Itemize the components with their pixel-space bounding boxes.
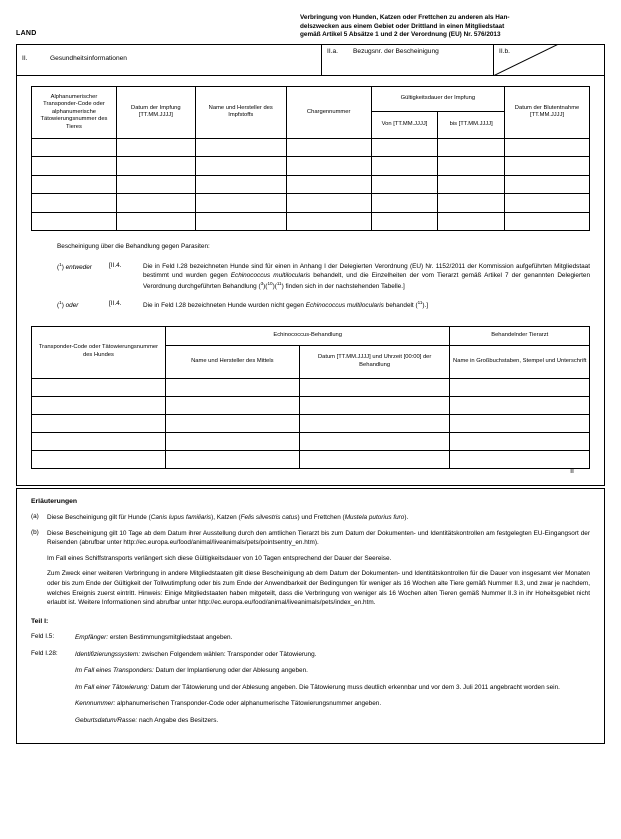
cell[interactable] <box>32 378 166 396</box>
document-title <box>300 14 605 40</box>
option-entweder <box>57 262 590 291</box>
cell[interactable] <box>32 432 166 450</box>
land-label: LAND <box>16 30 37 38</box>
cell[interactable] <box>195 194 286 213</box>
field-i5-italic: Empfänger: <box>75 634 109 642</box>
section-title: Gesundheitsinformationen <box>50 55 127 63</box>
cell[interactable] <box>438 175 505 194</box>
end-marker-row <box>31 469 590 481</box>
note-item-a <box>31 513 590 523</box>
option-entweder-mark <box>57 262 109 291</box>
cell[interactable] <box>32 175 117 194</box>
cell[interactable] <box>286 194 371 213</box>
part-i-title: Teil I: <box>31 617 49 625</box>
option-oder-mark <box>57 300 109 311</box>
field-note-transponder <box>75 666 590 676</box>
cell[interactable] <box>299 414 450 432</box>
cell[interactable] <box>32 194 117 213</box>
option-entweder-word: entweder <box>65 264 92 272</box>
field-i5-rest: ersten Bestimmungsmitgliedstaat angeben. <box>108 634 233 642</box>
vaccination-header-validity-to: bis [TT.MM.JJJJ] <box>438 111 505 138</box>
cell[interactable] <box>116 175 195 194</box>
notes-title: Erläuterungen <box>31 497 78 505</box>
note-subparagraph-2: Zum Zweck einer weiteren Verbringung in andere Mitgliedstaaten gilt diese Bescheinigung ab dem Datum der Dokumenten- und Identitätskontrollen für die Dauer von insgesamt vier Monaten oder bis zum Ende der Gültigkeit der Tollwutimpfung oder bis zum Ende der Anwendbarkeit der Bedingungen für weniger als 16 Wochen alte Tiere gemäß Nummer II.3, und zwar je nachdem, welches Ereignis zuerst eintritt. Hinweis: Einige Mitgliedstaaten haben mitgeteilt, dass die Verbringung von weniger als 16 Wochen alten Tieren gemäß Nummer II.3 in ihr Hoheitsgebiet nicht erlaubt ist. Weitere Informationen sind abrufbar unter http://ec.europa.eu/food/animal/liveanimals/pets/index_en.htm. <box>47 570 590 607</box>
cell[interactable] <box>371 157 438 176</box>
cell[interactable] <box>32 138 117 157</box>
table-row[interactable] <box>32 450 590 468</box>
parasite-section <box>17 237 604 321</box>
cell[interactable] <box>32 212 117 231</box>
cell[interactable] <box>286 157 371 176</box>
field-note-tattoo <box>75 683 590 693</box>
cell[interactable] <box>450 432 590 450</box>
section-health-info <box>17 45 322 75</box>
cell[interactable] <box>438 212 505 231</box>
treatment-table-body <box>32 378 590 468</box>
field-note-kennnummer <box>75 699 590 709</box>
footnote-ref-1b: ($^1$) <box>57 300 64 310</box>
field-note-kennnummer-rest: alphanumerischen Transponder-Code oder alphanumerische Tätowierungsnummer angeben. <box>115 700 382 708</box>
parasite-intro: Bescheinigung über die Behandlung gegen Parasiten: <box>57 243 210 251</box>
cell[interactable] <box>371 194 438 213</box>
cell[interactable] <box>299 378 450 396</box>
iib-label: II.b. <box>499 47 510 55</box>
cell[interactable] <box>505 175 590 194</box>
option-entweder-field: [II.4. <box>109 262 122 270</box>
field-note-transponder-italic: Im Fall eines Transponders: <box>75 667 154 675</box>
cell[interactable] <box>116 194 195 213</box>
note-item-b <box>31 529 590 548</box>
field-note-geburtsdatum-rest: nach Angabe des Besitzers. <box>137 717 219 725</box>
main-frame <box>16 44 605 486</box>
vaccination-table-body <box>32 138 590 231</box>
section-header-row <box>17 45 604 76</box>
vaccination-table <box>31 86 590 232</box>
cell[interactable] <box>371 138 438 157</box>
treatment-header-echino-product: Name und Hersteller des Mittels <box>165 345 299 378</box>
field-note-geburtsdatum <box>75 716 590 726</box>
note-item-b-text: Diese Bescheinigung gilt 10 Tage ab dem Datum ihrer Ausstellung durch den amtlichen Tierarzt bis zum Datum der Dokumenten- und Identitätskontrollen am festgelegten EU-Eingangsort der Reisenden (abrufbar unter http://ec.europa.eu/food/animal/liveanimals/pets/pointsentry_en.htm). <box>47 529 590 547</box>
cell[interactable] <box>116 157 195 176</box>
treatment-header-echino: Echinococcus-Behandlung <box>165 326 450 345</box>
end-marker: II <box>570 467 574 475</box>
cell[interactable] <box>505 138 590 157</box>
table-row[interactable] <box>32 194 590 213</box>
field-i28-key: Feld I.28: <box>31 649 58 657</box>
table-row[interactable] <box>32 157 590 176</box>
cell[interactable] <box>32 157 117 176</box>
cell[interactable] <box>165 414 299 432</box>
document-title-line-1: Verbringung von Hunden, Katzen oder Frettchen zu anderen als Han- <box>300 14 510 21</box>
cell[interactable] <box>195 157 286 176</box>
cell[interactable] <box>195 138 286 157</box>
treatment-table-header-row-1 <box>32 326 590 345</box>
field-i28-rest: zwischen Folgendem wählen: Transponder oder Tätowierung. <box>140 650 317 658</box>
document-title-line-2: delszwecken aus einem Gebiet oder Drittland in einen Mitgliedstaat <box>300 22 505 30</box>
cell[interactable] <box>165 432 299 450</box>
cell[interactable] <box>299 432 450 450</box>
footnote-ref-1: ($^1$) <box>57 262 64 272</box>
cell[interactable] <box>450 378 590 396</box>
vaccination-header-transponder: Alphanumerischer Transponder-Code oder alphanumerische Tätowierungsnummer des Tieres <box>32 86 117 138</box>
table-row[interactable] <box>32 378 590 396</box>
table-row[interactable] <box>32 432 590 450</box>
field-i5-value <box>75 633 590 643</box>
cell[interactable] <box>116 212 195 231</box>
vaccination-header-date: Datum der Impfung [TT.MM.JJJJ] <box>116 86 195 138</box>
vaccination-table-wrapper <box>17 76 604 238</box>
field-i28-value <box>75 650 590 660</box>
cell[interactable] <box>195 175 286 194</box>
note-item-a-text: Diese Bescheinigung gilt für Hunde (Canis lupus familiaris), Katzen (Felis silvestris catus) und Frettchen (Mustela putorius furo). <box>47 513 409 521</box>
notes-box <box>16 488 605 744</box>
cell[interactable] <box>165 396 299 414</box>
option-oder-field: [II.4. <box>109 300 122 308</box>
treatment-header-transponder: Transponder-Code oder Tätowierungsnummer des Hundes <box>32 326 166 378</box>
field-i5-key: Feld I.5: <box>31 633 55 641</box>
cell[interactable] <box>116 138 195 157</box>
field-note-kennnummer-italic: Kennnummer: <box>75 700 116 708</box>
certificate-reference-label: II.a. <box>327 47 338 55</box>
cell[interactable] <box>450 414 590 432</box>
cell[interactable] <box>505 194 590 213</box>
cell[interactable] <box>450 396 590 414</box>
table-row[interactable] <box>32 175 590 194</box>
cell[interactable] <box>299 450 450 468</box>
cell[interactable] <box>450 450 590 468</box>
certificate-reference-text: Bezugsnr. der Bescheinigung <box>353 47 439 55</box>
table-row[interactable] <box>32 212 590 231</box>
cell[interactable] <box>286 175 371 194</box>
cell[interactable] <box>286 212 371 231</box>
field-note-tattoo-rest: Datum der Tätowierung und der Ablesung angeben. Die Tätowierung muss deutlich erkennbar und vor dem 3. Juli 2011 angebracht worden sein. <box>148 683 560 691</box>
treatment-header-vet: Behandelnder Tierarzt <box>450 326 590 345</box>
vaccination-header-blood: Datum der Blutentnahme [TT.MM.JJJJ] <box>505 86 590 138</box>
cell[interactable] <box>165 378 299 396</box>
field-note-tattoo-italic: Im Fall einer Tätowierung: <box>75 683 149 691</box>
cell[interactable] <box>32 396 166 414</box>
cell[interactable] <box>165 450 299 468</box>
document-title-line-3: gemäß Artikel 5 Absätze 1 und 2 der Verordnung (EU) Nr. 576/2013 <box>300 31 501 39</box>
option-oder <box>57 300 590 311</box>
field-i28-italic: Identifizierungssystem: <box>75 650 140 658</box>
cell[interactable] <box>505 157 590 176</box>
table-row[interactable] <box>32 414 590 432</box>
field-note-geburtsdatum-italic: Geburtsdatum/Rasse: <box>75 717 138 725</box>
note-item-b-label: (b) <box>31 528 39 536</box>
table-row[interactable] <box>32 138 590 157</box>
diagonal-line-icon <box>494 45 604 75</box>
treatment-table-wrapper <box>17 322 604 485</box>
document-header <box>16 14 605 40</box>
treatment-header-echino-date: Datum [TT.MM.JJJJ] und Uhrzeit [00:00] der Behandlung <box>299 345 450 378</box>
cell[interactable] <box>195 212 286 231</box>
cell[interactable] <box>32 450 166 468</box>
cell[interactable] <box>371 212 438 231</box>
vaccination-header-validity-from: Von [TT.MM.JJJJ] <box>371 111 438 138</box>
field-i5 <box>31 633 590 643</box>
cell[interactable] <box>438 138 505 157</box>
treatment-table <box>31 326 590 469</box>
treatment-header-vet-details: Name in Großbuchstaben, Stempel und Unterschrift <box>450 345 590 378</box>
note-subparagraph-1: Im Fall eines Schiffstransports verlängert sich diese Gültigkeitsdauer von 10 Tagen entsprechend der Dauer der Seereise. <box>47 554 392 562</box>
vaccination-table-header-row-1 <box>32 86 590 111</box>
table-row[interactable] <box>32 396 590 414</box>
vaccination-header-batch: Chargennummer <box>286 86 371 138</box>
note-item-a-label: (a) <box>31 512 39 520</box>
cell[interactable] <box>371 175 438 194</box>
section-number: II. <box>22 55 28 63</box>
cell[interactable] <box>505 212 590 231</box>
cell[interactable] <box>32 414 166 432</box>
vaccination-header-manufacturer: Name und Hersteller des Impfstoffs <box>195 86 286 138</box>
certificate-reference-cell <box>322 45 494 75</box>
vaccination-header-validity: Gültigkeitsdauer der Impfung <box>371 86 504 111</box>
option-oder-text: Die in Feld I.28 bezeichneten Hunde wurden nicht gegen Echinococcus multilocularis behandelt ($^{11}$).] <box>143 300 429 310</box>
field-i28 <box>31 650 590 660</box>
cell[interactable] <box>438 157 505 176</box>
cell[interactable] <box>286 138 371 157</box>
cell[interactable] <box>438 194 505 213</box>
option-entweder-text: Die in Feld I.28 bezeichneten Hunde sind für einen in Anhang I der Delegierten Verordnung (EU) Nr. 1152/2011 der Kommission aufgeführten Mitgliedstaat bestimmt und wurden gegen Echinococcus multilocularis behandelt, und die Einzelheiten der vom Tierarzt gemäß Artikel 7 der genannten Delegierten Verordnung durchgeführten Behandlung ($^3$)($^{10}$)($^{11}$) finden sich in der nachstehenden Tabelle.] <box>143 263 590 290</box>
field-note-transponder-rest: Datum der Implantierung oder der Ablesung angeben. <box>153 667 308 675</box>
cell[interactable] <box>299 396 450 414</box>
option-oder-word: oder <box>65 302 79 310</box>
iib-cell <box>494 45 604 75</box>
